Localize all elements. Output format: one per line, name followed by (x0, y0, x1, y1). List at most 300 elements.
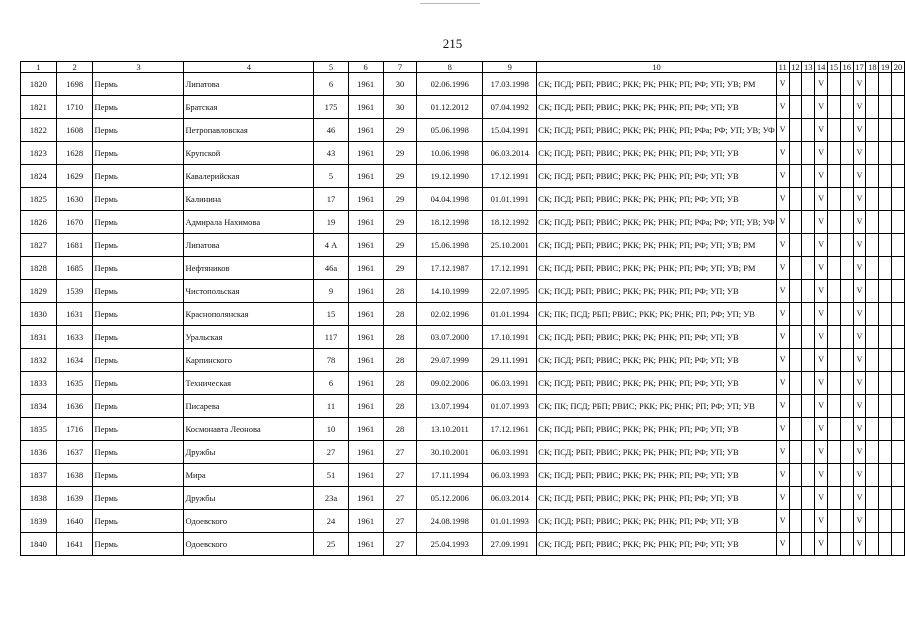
col-20 (892, 372, 905, 395)
year-cell: 1961 (348, 395, 383, 418)
register-number: 1629 (56, 165, 93, 188)
mark-17: V (853, 280, 866, 303)
col-19 (879, 119, 892, 142)
codes-cell: СК; ПСД; РБП; РВИС; РКК; РК; РНК; РП; РФ; УП; УВ (537, 533, 777, 556)
register-number: 1539 (56, 280, 93, 303)
house-number-cell: 4 А (314, 234, 348, 257)
year-cell: 1961 (348, 257, 383, 280)
col-20 (892, 303, 905, 326)
col-20 (892, 464, 905, 487)
column-header-18: 18 (866, 62, 879, 73)
col-20 (892, 395, 905, 418)
col-16 (840, 441, 853, 464)
column-header-12: 12 (789, 62, 802, 73)
city-cell: Пермь (93, 73, 184, 96)
col-15 (827, 211, 840, 234)
col-15 (827, 188, 840, 211)
col-16 (840, 395, 853, 418)
mark-14: V (815, 441, 828, 464)
record-number: 1825 (21, 188, 57, 211)
col-15 (827, 142, 840, 165)
col-15 (827, 257, 840, 280)
city-cell: Пермь (93, 464, 184, 487)
year-cell: 1961 (348, 372, 383, 395)
table-row (21, 441, 905, 464)
table-row (21, 73, 905, 96)
col-19 (879, 395, 892, 418)
col-13 (802, 234, 815, 257)
col-18 (866, 96, 879, 119)
city-cell: Пермь (93, 372, 184, 395)
street-cell: Чистопольская (184, 280, 314, 303)
table-row (21, 165, 905, 188)
city-cell: Пермь (93, 96, 184, 119)
street-cell: Мира (184, 464, 314, 487)
record-number: 1837 (21, 464, 57, 487)
mark-11: V (776, 73, 789, 96)
record-number: 1829 (21, 280, 57, 303)
mark-14: V (815, 96, 828, 119)
house-number-cell: 78 (314, 349, 348, 372)
col-20 (892, 234, 905, 257)
column-header-5: 5 (314, 62, 348, 73)
city-cell: Пермь (93, 211, 184, 234)
record-number: 1832 (21, 349, 57, 372)
city-cell: Пермь (93, 510, 184, 533)
column-header-8: 8 (417, 62, 483, 73)
mark-17: V (853, 234, 866, 257)
date-1-cell: 10.06.1998 (417, 142, 483, 165)
col-18 (866, 533, 879, 556)
col-18 (866, 510, 879, 533)
table-row (21, 372, 905, 395)
register-number: 1640 (56, 510, 93, 533)
record-number: 1831 (21, 326, 57, 349)
table-row (21, 257, 905, 280)
date-2-cell: 27.09.1991 (483, 533, 537, 556)
col-13 (802, 441, 815, 464)
column-header-20: 20 (892, 62, 905, 73)
col-16 (840, 303, 853, 326)
date-1-cell: 15.06.1998 (417, 234, 483, 257)
mark-14: V (815, 326, 828, 349)
column-7-cell: 27 (383, 487, 417, 510)
date-1-cell: 18.12.1998 (417, 211, 483, 234)
column-7-cell: 29 (383, 119, 417, 142)
house-number-cell: 117 (314, 326, 348, 349)
codes-cell: СК; ПСД; РБП; РВИС; РКК; РК; РНК; РП; РФ; УП; УВ (537, 280, 777, 303)
col-19 (879, 142, 892, 165)
record-number: 1820 (21, 73, 57, 96)
street-cell: Дружбы (184, 487, 314, 510)
street-cell: Техническая (184, 372, 314, 395)
col-20 (892, 188, 905, 211)
col-15 (827, 372, 840, 395)
mark-17: V (853, 372, 866, 395)
date-1-cell: 14.10.1999 (417, 280, 483, 303)
col-15 (827, 280, 840, 303)
codes-cell: СК; ПСД; РБП; РВИС; РКК; РК; РНК; РП; РФ; УП; УВ (537, 487, 777, 510)
mark-11: V (776, 349, 789, 372)
col-19 (879, 303, 892, 326)
registry-table (20, 61, 905, 556)
house-number-cell: 46 (314, 119, 348, 142)
col-15 (827, 349, 840, 372)
table-row (21, 234, 905, 257)
col-16 (840, 211, 853, 234)
mark-11: V (776, 441, 789, 464)
col-16 (840, 464, 853, 487)
register-number: 1641 (56, 533, 93, 556)
house-number-cell: 46а (314, 257, 348, 280)
col-13 (802, 257, 815, 280)
register-number: 1698 (56, 73, 93, 96)
date-1-cell: 25.04.1993 (417, 533, 483, 556)
col-20 (892, 96, 905, 119)
table-row (21, 96, 905, 119)
house-number-cell: 25 (314, 533, 348, 556)
col-16 (840, 510, 853, 533)
record-number: 1835 (21, 418, 57, 441)
record-number: 1821 (21, 96, 57, 119)
codes-cell: СК; ПК; ПСД; РБП; РВИС; РКК; РК; РНК; РП; РФ; УП; УВ (537, 303, 777, 326)
col-15 (827, 418, 840, 441)
col-15 (827, 441, 840, 464)
mark-11: V (776, 142, 789, 165)
year-cell: 1961 (348, 211, 383, 234)
city-cell: Пермь (93, 395, 184, 418)
city-cell: Пермь (93, 418, 184, 441)
col-12 (789, 441, 802, 464)
column-7-cell: 28 (383, 303, 417, 326)
col-16 (840, 73, 853, 96)
date-2-cell: 01.01.1993 (483, 510, 537, 533)
mark-17: V (853, 165, 866, 188)
col-18 (866, 372, 879, 395)
table-row (21, 533, 905, 556)
date-2-cell: 15.04.1991 (483, 119, 537, 142)
table-row (21, 487, 905, 510)
mark-14: V (815, 142, 828, 165)
column-header-17: 17 (853, 62, 866, 73)
col-16 (840, 96, 853, 119)
col-12 (789, 349, 802, 372)
date-2-cell: 01.01.1991 (483, 188, 537, 211)
codes-cell: СК; ПСД; РБП; РВИС; РКК; РК; РНК; РП; РФ; УП; УВ (537, 464, 777, 487)
mark-11: V (776, 211, 789, 234)
col-13 (802, 487, 815, 510)
column-7-cell: 29 (383, 142, 417, 165)
col-18 (866, 142, 879, 165)
col-15 (827, 510, 840, 533)
column-header-3: 3 (93, 62, 184, 73)
date-1-cell: 05.12.2006 (417, 487, 483, 510)
table-row (21, 326, 905, 349)
column-7-cell: 28 (383, 395, 417, 418)
codes-cell: СК; ПСД; РБП; РВИС; РКК; РК; РНК; РП; РФ; УП; УВ (537, 349, 777, 372)
register-number: 1716 (56, 418, 93, 441)
date-1-cell: 02.02.1996 (417, 303, 483, 326)
col-16 (840, 418, 853, 441)
column-7-cell: 30 (383, 96, 417, 119)
column-header-19: 19 (879, 62, 892, 73)
street-cell: Уральская (184, 326, 314, 349)
codes-cell: СК; ПСД; РБП; РВИС; РКК; РК; РНК; РП; РФа; РФ; УП; УВ; УФ (537, 119, 777, 142)
col-15 (827, 395, 840, 418)
col-12 (789, 165, 802, 188)
col-19 (879, 280, 892, 303)
record-number: 1827 (21, 234, 57, 257)
mark-17: V (853, 510, 866, 533)
column-7-cell: 27 (383, 510, 417, 533)
mark-14: V (815, 372, 828, 395)
col-19 (879, 234, 892, 257)
date-2-cell: 17.03.1998 (483, 73, 537, 96)
year-cell: 1961 (348, 188, 383, 211)
house-number-cell: 6 (314, 372, 348, 395)
city-cell: Пермь (93, 188, 184, 211)
year-cell: 1961 (348, 303, 383, 326)
date-1-cell: 04.04.1998 (417, 188, 483, 211)
year-cell: 1961 (348, 96, 383, 119)
col-20 (892, 349, 905, 372)
city-cell: Пермь (93, 280, 184, 303)
date-1-cell: 19.12.1990 (417, 165, 483, 188)
street-cell: Калинина (184, 188, 314, 211)
mark-11: V (776, 487, 789, 510)
col-12 (789, 73, 802, 96)
street-cell: Братская (184, 96, 314, 119)
mark-14: V (815, 533, 828, 556)
date-1-cell: 13.07.1994 (417, 395, 483, 418)
register-number: 1608 (56, 119, 93, 142)
column-header-16: 16 (840, 62, 853, 73)
col-12 (789, 464, 802, 487)
record-number: 1828 (21, 257, 57, 280)
table-row (21, 349, 905, 372)
codes-cell: СК; ПСД; РБП; РВИС; РКК; РК; РНК; РП; РФ; УП; УВ (537, 142, 777, 165)
column-header-6: 6 (348, 62, 383, 73)
col-16 (840, 142, 853, 165)
column-7-cell: 29 (383, 257, 417, 280)
city-cell: Пермь (93, 349, 184, 372)
col-20 (892, 165, 905, 188)
codes-cell: СК; ПСД; РБП; РВИС; РКК; РК; РНК; РП; РФ; УП; УВ (537, 165, 777, 188)
mark-11: V (776, 303, 789, 326)
table-row (21, 119, 905, 142)
col-18 (866, 464, 879, 487)
column-7-cell: 29 (383, 165, 417, 188)
date-2-cell: 06.03.1991 (483, 441, 537, 464)
col-13 (802, 303, 815, 326)
mark-14: V (815, 257, 828, 280)
col-13 (802, 510, 815, 533)
city-cell: Пермь (93, 533, 184, 556)
register-number: 1628 (56, 142, 93, 165)
year-cell: 1961 (348, 441, 383, 464)
column-7-cell: 27 (383, 464, 417, 487)
col-18 (866, 234, 879, 257)
date-2-cell: 17.12.1991 (483, 165, 537, 188)
column-header-2: 2 (56, 62, 93, 73)
year-cell: 1961 (348, 349, 383, 372)
mark-11: V (776, 96, 789, 119)
register-number: 1681 (56, 234, 93, 257)
city-cell: Пермь (93, 326, 184, 349)
house-number-cell: 24 (314, 510, 348, 533)
date-1-cell: 17.11.1994 (417, 464, 483, 487)
date-2-cell: 07.04.1992 (483, 96, 537, 119)
col-16 (840, 257, 853, 280)
mark-17: V (853, 257, 866, 280)
col-13 (802, 142, 815, 165)
house-number-cell: 15 (314, 303, 348, 326)
col-13 (802, 211, 815, 234)
mark-11: V (776, 257, 789, 280)
col-13 (802, 73, 815, 96)
date-2-cell: 17.12.1991 (483, 257, 537, 280)
house-number-cell: 10 (314, 418, 348, 441)
col-13 (802, 165, 815, 188)
col-18 (866, 303, 879, 326)
col-13 (802, 418, 815, 441)
record-number: 1824 (21, 165, 57, 188)
record-number: 1834 (21, 395, 57, 418)
city-cell: Пермь (93, 142, 184, 165)
column-header-1: 1 (21, 62, 57, 73)
city-cell: Пермь (93, 234, 184, 257)
mark-17: V (853, 441, 866, 464)
col-15 (827, 464, 840, 487)
col-12 (789, 418, 802, 441)
col-19 (879, 487, 892, 510)
mark-17: V (853, 142, 866, 165)
street-cell: Карпинского (184, 349, 314, 372)
date-1-cell: 03.07.2000 (417, 326, 483, 349)
year-cell: 1961 (348, 326, 383, 349)
col-15 (827, 119, 840, 142)
column-7-cell: 29 (383, 211, 417, 234)
codes-cell: СК; ПСД; РБП; РВИС; РКК; РК; РНК; РП; РФ; УП; УВ (537, 372, 777, 395)
column-header-13: 13 (802, 62, 815, 73)
mark-17: V (853, 73, 866, 96)
col-16 (840, 188, 853, 211)
col-20 (892, 418, 905, 441)
mark-11: V (776, 280, 789, 303)
codes-cell: СК; ПСД; РБП; РВИС; РКК; РК; РНК; РП; РФ; УП; УВ (537, 96, 777, 119)
col-18 (866, 165, 879, 188)
col-13 (802, 326, 815, 349)
col-15 (827, 165, 840, 188)
col-16 (840, 234, 853, 257)
table-row (21, 510, 905, 533)
record-number: 1830 (21, 303, 57, 326)
date-1-cell: 05.06.1998 (417, 119, 483, 142)
col-18 (866, 395, 879, 418)
register-number: 1710 (56, 96, 93, 119)
col-12 (789, 395, 802, 418)
col-13 (802, 533, 815, 556)
column-7-cell: 29 (383, 234, 417, 257)
col-15 (827, 533, 840, 556)
col-12 (789, 303, 802, 326)
city-cell: Пермь (93, 165, 184, 188)
col-12 (789, 234, 802, 257)
col-15 (827, 96, 840, 119)
year-cell: 1961 (348, 533, 383, 556)
mark-14: V (815, 487, 828, 510)
record-number: 1836 (21, 441, 57, 464)
house-number-cell: 23а (314, 487, 348, 510)
year-cell: 1961 (348, 510, 383, 533)
date-2-cell: 01.01.1994 (483, 303, 537, 326)
col-16 (840, 280, 853, 303)
register-number: 1638 (56, 464, 93, 487)
table-body (21, 73, 905, 556)
mark-14: V (815, 234, 828, 257)
year-cell: 1961 (348, 165, 383, 188)
mark-14: V (815, 280, 828, 303)
mark-11: V (776, 533, 789, 556)
col-19 (879, 418, 892, 441)
house-number-cell: 19 (314, 211, 348, 234)
year-cell: 1961 (348, 142, 383, 165)
col-18 (866, 188, 879, 211)
house-number-cell: 17 (314, 188, 348, 211)
mark-11: V (776, 119, 789, 142)
col-18 (866, 441, 879, 464)
col-16 (840, 326, 853, 349)
house-number-cell: 43 (314, 142, 348, 165)
house-number-cell: 9 (314, 280, 348, 303)
city-cell: Пермь (93, 487, 184, 510)
date-1-cell: 17.12.1987 (417, 257, 483, 280)
street-cell: Петропавловская (184, 119, 314, 142)
register-number: 1685 (56, 257, 93, 280)
register-number: 1631 (56, 303, 93, 326)
house-number-cell: 175 (314, 96, 348, 119)
col-20 (892, 326, 905, 349)
column-header-14: 14 (815, 62, 828, 73)
col-12 (789, 257, 802, 280)
col-18 (866, 418, 879, 441)
register-number: 1639 (56, 487, 93, 510)
mark-14: V (815, 395, 828, 418)
col-19 (879, 257, 892, 280)
col-19 (879, 73, 892, 96)
city-cell: Пермь (93, 303, 184, 326)
date-2-cell: 17.12.1961 (483, 418, 537, 441)
street-cell: Нефтяников (184, 257, 314, 280)
record-number: 1838 (21, 487, 57, 510)
date-2-cell: 17.10.1991 (483, 326, 537, 349)
mark-14: V (815, 165, 828, 188)
col-15 (827, 326, 840, 349)
codes-cell: СК; ПК; ПСД; РБП; РВИС; РКК; РК; РНК; РП; РФ; УП; УВ (537, 395, 777, 418)
mark-17: V (853, 464, 866, 487)
register-number: 1630 (56, 188, 93, 211)
col-13 (802, 280, 815, 303)
mark-17: V (853, 326, 866, 349)
mark-11: V (776, 234, 789, 257)
street-cell: Липатова (184, 73, 314, 96)
mark-17: V (853, 211, 866, 234)
codes-cell: СК; ПСД; РБП; РВИС; РКК; РК; РНК; РП; РФ; УП; УВ; РМ (537, 257, 777, 280)
year-cell: 1961 (348, 418, 383, 441)
mark-14: V (815, 464, 828, 487)
date-2-cell: 25.10.2001 (483, 234, 537, 257)
column-7-cell: 28 (383, 372, 417, 395)
